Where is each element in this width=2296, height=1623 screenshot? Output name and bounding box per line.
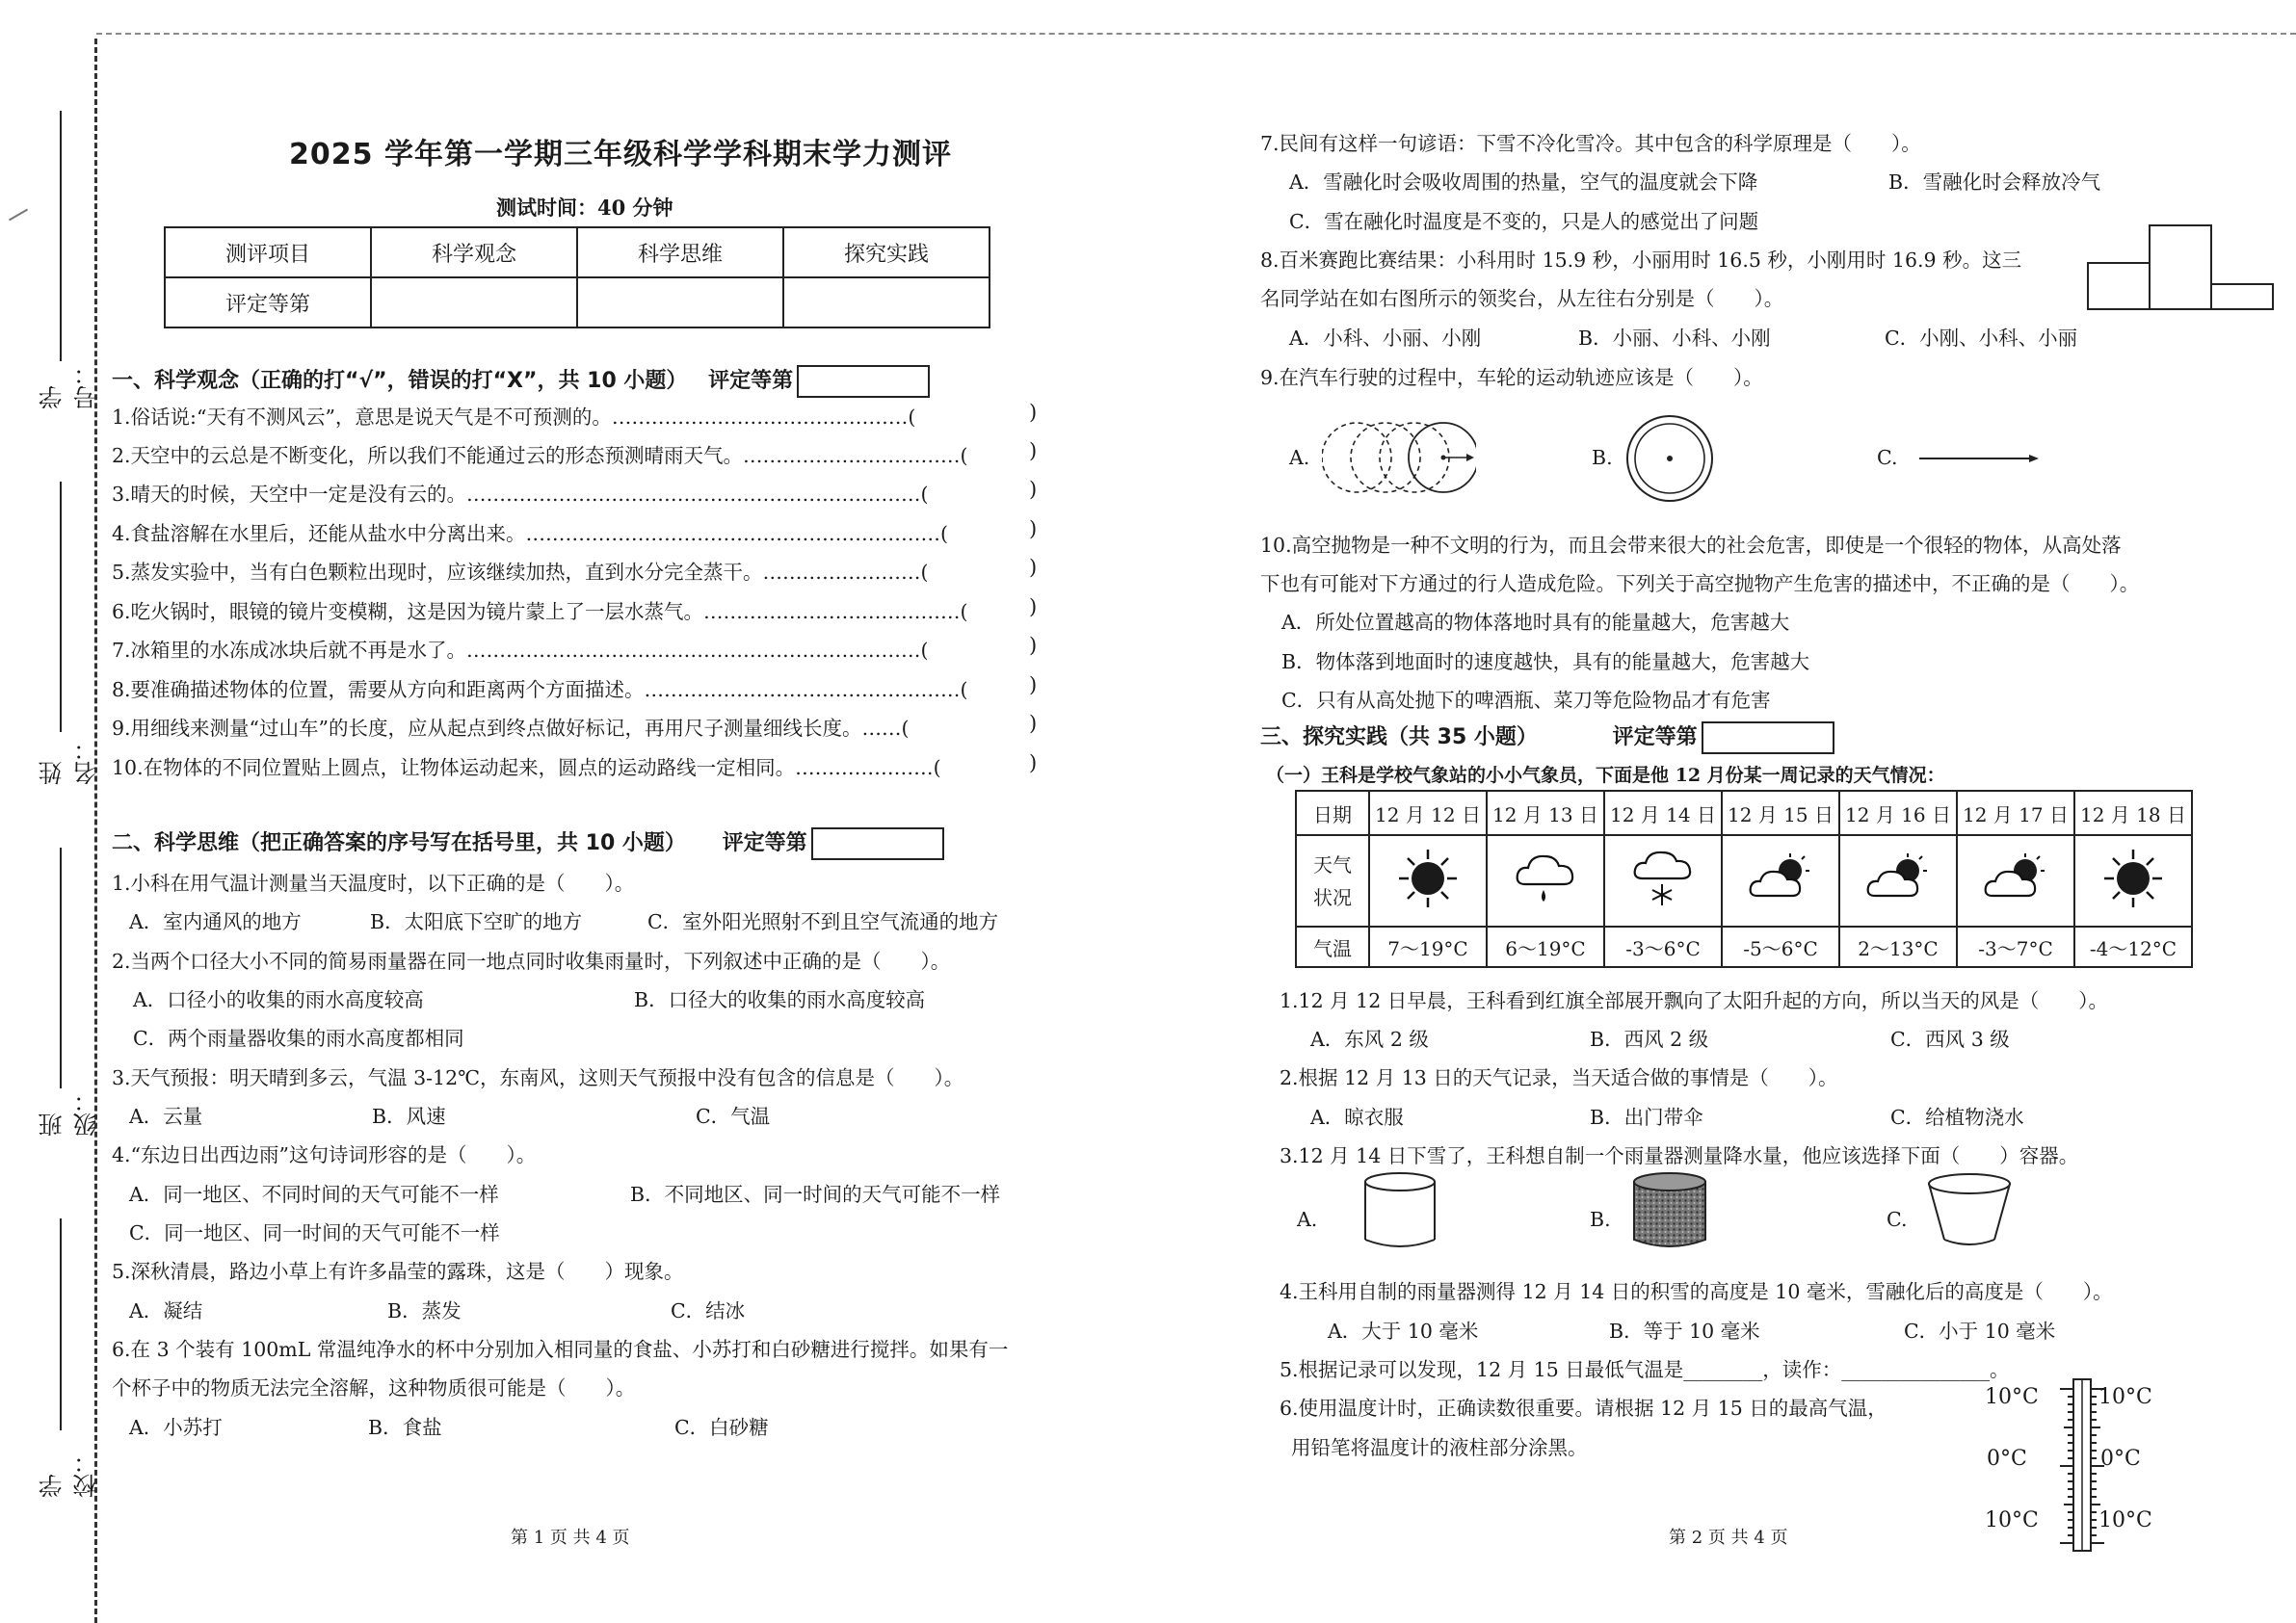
- answer-paren-close[interactable]: ): [1029, 439, 1038, 462]
- s1-question: 8.要准确描述物体的位置，需要从方向和距离两个方面描述。…………………………………………(: [112, 678, 968, 701]
- s1-question: 9.用细线来测量“过山车”的长度，应从起点到终点做好标记，再用尺子测量细线长度。……(: [112, 717, 910, 740]
- section-3-grade-label: 评定等第: [1612, 725, 1698, 749]
- weather-date: 12 月 16 日: [1839, 791, 1957, 835]
- weather-table: [1295, 790, 2193, 968]
- s3-q3-option-b[interactable]: B.: [1590, 1208, 1611, 1231]
- exam-duration: 测试时间：40 分钟: [496, 196, 673, 220]
- s3-q4-option-b[interactable]: B．等于 10 毫米: [1609, 1320, 1760, 1343]
- s2-option[interactable]: B．口径大的收集的雨水高度较高: [634, 988, 926, 1011]
- s2-question: 5.深秋清晨，路边小草上有许多晶莹的露珠，这是（ ）现象。: [112, 1260, 684, 1283]
- q10-option-b[interactable]: B．物体落到地面时的速度越快，具有的能量越大，危害越大: [1281, 650, 1810, 673]
- grade-table: [164, 226, 990, 328]
- weather-icon-cell: [1369, 835, 1487, 927]
- answer-paren-close[interactable]: ): [1029, 595, 1038, 618]
- weather-date: 12 月 13 日: [1487, 791, 1604, 835]
- student-name-label: 姓名：: [38, 737, 100, 785]
- snow-cloud-icon: [1629, 848, 1697, 909]
- s2-option[interactable]: B．食盐: [368, 1416, 442, 1439]
- s3-q5-stem[interactable]: 5.根据记录可以发现，12 月 15 日最低气温是________，读作：_______________。: [1280, 1358, 2010, 1381]
- s1-question: 3.晴天的时候，天空中一定是没有云的。……………………………………………………………(: [112, 483, 929, 506]
- s3-q4-stem: 4.王科用自制的雨量器测得 12 月 14 日的积雪的高度是 10 毫米，雪融化后的高度是（ ）。: [1280, 1280, 2113, 1303]
- sun-icon: [1397, 848, 1459, 909]
- s2-question: 6.在 3 个装有 100mL 常温纯净水的杯中分别加入相同量的食盐、小苏打和白砂糖进行搅拌。如果有一: [112, 1338, 1009, 1361]
- answer-paren-close[interactable]: ): [1029, 478, 1038, 501]
- answer-paren-close[interactable]: ): [1029, 751, 1038, 774]
- answer-paren-close[interactable]: ): [1029, 556, 1038, 579]
- weather-icon-cell: [1957, 835, 2074, 927]
- grade-table-header: 测评项目: [165, 227, 371, 277]
- s2-option[interactable]: C．气温: [696, 1105, 771, 1128]
- q8-option-a[interactable]: A．小科、小丽、小刚: [1289, 327, 1482, 350]
- s3-q1-option-b[interactable]: B．西风 2 级: [1590, 1028, 1709, 1051]
- q8-stem-cont: 名同学站在如右图所示的领奖台，从左往右分别是（ ）。: [1260, 287, 1784, 310]
- partly-cloudy-icon: [1746, 851, 1815, 905]
- section-3-grade-box[interactable]: [1702, 721, 1834, 754]
- thermo-label-top-left: 10°C: [1985, 1385, 2039, 1409]
- weather-temp: 2～13°C: [1839, 927, 1957, 967]
- s2-option[interactable]: A．凝结: [129, 1299, 203, 1322]
- section-3-title: 三、探究实践（共 35 小题）: [1260, 725, 1538, 749]
- textured-cylinder-container-icon: [1626, 1170, 1713, 1253]
- student-id-label: 学号：: [38, 361, 100, 409]
- s2-question: 3.天气预报：明天晴到多云，气温 3-12℃，东南风，这则天气预报中没有包含的信息是（ ）。: [112, 1066, 964, 1089]
- partly-cloudy-icon: [1981, 851, 2050, 905]
- cycloid-trajectory-icon: [1322, 414, 1476, 501]
- s2-option[interactable]: B．太阳底下空旷的地方: [370, 910, 583, 933]
- s2-option[interactable]: A．小苏打: [129, 1416, 223, 1439]
- s1-question: 4.食盐溶解在水里后，还能从盐水中分离出来。………………………………………………………(: [112, 522, 949, 545]
- s2-option[interactable]: A．室内通风的地方: [129, 910, 302, 933]
- thermo-label-bot-left: 10°C: [1985, 1508, 2039, 1532]
- grade-table-header: 科学思维: [577, 227, 783, 277]
- s2-option[interactable]: C．室外阳光照射不到且空气流通的地方: [647, 910, 999, 933]
- section-1-grade-label: 评定等第: [708, 369, 794, 393]
- weather-header-temp: 气温: [1296, 927, 1369, 967]
- s1-question: 7.冰箱里的水冻成冰块后就不再是水了。……………………………………………………………(: [112, 639, 929, 662]
- s1-question: 1.俗话说:“天有不测风云”，意思是说天气是不可预测的。………………………………………(: [112, 406, 916, 429]
- s1-question: 6.吃火锅时，眼镜的镜片变模糊，这是因为镜片蒙上了一层水蒸气。…………………………………(: [112, 600, 968, 623]
- weather-temp: -3～6°C: [1604, 927, 1722, 967]
- q10-stem-cont: 下也有可能对下方通过的行人造成危险。下列关于高空抛物产生危害的描述中，不正确的是（ ）。: [1260, 572, 2140, 595]
- school-line[interactable]: [60, 1218, 62, 1430]
- q8-option-c[interactable]: C．小刚、小科、小丽: [1885, 327, 2078, 350]
- grade-table-header: 探究实践: [783, 227, 990, 277]
- s2-option[interactable]: A．同一地区、不同时间的天气可能不一样: [129, 1183, 499, 1206]
- weather-date: 12 月 14 日: [1604, 791, 1722, 835]
- section-3-heading: [1260, 720, 1834, 754]
- s3-q4-option-a[interactable]: A．大于 10 毫米: [1328, 1320, 1479, 1343]
- s2-question: 2.当两个口径大小不同的简易雨量器在同一地点同时收集雨量时，下列叙述中正确的是（ ）。: [112, 950, 951, 973]
- weather-icon-cell: [1604, 835, 1722, 927]
- s2-option[interactable]: C．同一地区、同一时间的天气可能不一样: [129, 1221, 500, 1244]
- section-3-intro: （一）王科是学校气象站的小小气象员，下面是他 12 月份某一周记录的天气情况：: [1266, 765, 1945, 786]
- weather-icon-cell: [1722, 835, 1839, 927]
- weather-temp: -3～7°C: [1957, 927, 2074, 967]
- weather-icon-cell: [2074, 835, 2192, 927]
- section-1-heading: [112, 364, 930, 398]
- answer-paren-close[interactable]: ): [1029, 634, 1038, 657]
- section-2-grade-box[interactable]: [811, 827, 944, 860]
- s2-option[interactable]: C．两个雨量器收集的雨水高度都相同: [133, 1027, 464, 1050]
- s3-q2-option-a[interactable]: A．晾衣服: [1310, 1106, 1404, 1129]
- s1-question: 5.蒸发实验中，当有白色颗粒出现时，应该继续加热，直到水分完全蒸干。……………………(: [112, 561, 929, 584]
- page-2: [1253, 0, 2296, 1623]
- school-label: 学校：: [38, 1450, 100, 1498]
- s3-q2-stem: 2.根据 12 月 13 日的天气记录，当天适合做的事情是（ ）。: [1280, 1066, 1838, 1089]
- weather-header-date: 日期: [1296, 791, 1369, 835]
- podium-center: [2149, 224, 2212, 310]
- s2-option[interactable]: A．云量: [129, 1105, 203, 1128]
- podium-left: [2087, 262, 2151, 310]
- answer-paren-close[interactable]: ): [1029, 673, 1038, 696]
- s3-q4-option-c[interactable]: C．小于 10 毫米: [1904, 1320, 2056, 1343]
- s2-option[interactable]: C．白砂糖: [674, 1416, 769, 1439]
- s3-q1-option-a[interactable]: A．东风 2 级: [1310, 1028, 1429, 1051]
- thermo-label-top-right: 10°C: [2098, 1385, 2152, 1409]
- weather-icon-cell: [1487, 835, 1604, 927]
- student-id-line[interactable]: [60, 111, 62, 361]
- page-1-footer: 第 1 页 共 4 页: [511, 1528, 630, 1548]
- weather-temp: 7～19°C: [1369, 927, 1487, 967]
- thermo-label-mid-right: 0°C: [2100, 1447, 2141, 1471]
- s2-option[interactable]: B．不同地区、同一时间的天气可能不一样: [630, 1183, 1001, 1206]
- answer-paren-close[interactable]: ): [1029, 712, 1038, 735]
- q8-option-b[interactable]: B．小丽、小科、小刚: [1578, 327, 1771, 350]
- q9-stem: 9.在汽车行驶的过程中，车轮的运动轨迹应该是（ ）。: [1260, 366, 1763, 389]
- s2-question: 1.小科在用气温计测量当天温度时，以下正确的是（ ）。: [112, 872, 635, 895]
- q9-option-b[interactable]: B.: [1592, 446, 1613, 469]
- weather-date: 12 月 17 日: [1957, 791, 2074, 835]
- page-1: [106, 0, 1253, 1623]
- thermo-label-mid-left: 0°C: [1987, 1447, 2027, 1471]
- cylinder-container-icon: [1359, 1170, 1441, 1253]
- student-name-line[interactable]: [60, 482, 62, 732]
- answer-paren-close[interactable]: ): [1029, 401, 1038, 424]
- circle-trajectory-icon: [1623, 412, 1716, 505]
- weather-date: 12 月 15 日: [1722, 791, 1839, 835]
- section-2-heading: [112, 826, 944, 860]
- q8-stem: 8.百米赛跑比赛结果：小科用时 15.9 秒，小丽用时 16.5 秒，小刚用时 16.9 秒。这三: [1260, 249, 2022, 272]
- q10-option-a[interactable]: A．所处位置越高的物体落地时具有的能量越大，危害越大: [1281, 611, 1790, 634]
- weather-temp: 6～19°C: [1487, 927, 1604, 967]
- straight-line-trajectory-icon: [1917, 449, 2043, 468]
- s3-q2-option-c[interactable]: C．给植物浇水: [1890, 1106, 2024, 1129]
- weather-temp: -5～6°C: [1722, 927, 1839, 967]
- grade-cell[interactable]: [783, 277, 990, 327]
- rain-cloud-icon: [1512, 848, 1579, 909]
- s3-q3-stem: 3.12 月 14 日下雪了，王科想自制一个雨量器测量降水量，他应该选择下面（ ）容器。: [1280, 1144, 2079, 1167]
- sun-icon: [2102, 848, 2164, 909]
- s3-q3-option-c[interactable]: C.: [1887, 1208, 1908, 1231]
- answer-paren-close[interactable]: ): [1029, 517, 1038, 540]
- weather-date: 12 月 12 日: [1369, 791, 1487, 835]
- weather-date: 12 月 18 日: [2074, 791, 2192, 835]
- grade-cell[interactable]: [577, 277, 783, 327]
- podium-right: [2210, 283, 2274, 310]
- weather-icon-cell: [1839, 835, 1957, 927]
- section-1-title: 一、科学观念（正确的打“√”，错误的打“X”，共 10 小题）: [112, 369, 688, 393]
- section-2-title: 二、科学思维（把正确答案的序号写在括号里，共 10 小题）: [112, 831, 686, 855]
- s3-q3-option-a[interactable]: A.: [1297, 1208, 1318, 1231]
- weather-temp: -4～12°C: [2074, 927, 2192, 967]
- s2-option[interactable]: A．口径小的收集的雨水高度较高: [133, 988, 424, 1011]
- grade-table-header: 科学观念: [371, 227, 577, 277]
- s3-q6-stem-cont: 用铅笔将温度计的液柱部分涂黑。: [1291, 1436, 1588, 1459]
- q10-stem: 10.高空抛物是一种不文明的行为，而且会带来很大的社会危害，即使是一个很轻的物体，从高处落: [1260, 534, 2122, 557]
- section-2-grade-label: 评定等第: [722, 831, 807, 855]
- section-1-grade-box[interactable]: [797, 365, 930, 398]
- s1-question: 10.在物体的不同位置贴上圆点，让物体运动起来，圆点的运动路线一定相同。…………………(: [112, 756, 941, 779]
- q7-option-a[interactable]: A．雪融化时会吸收周围的热量，空气的温度就会下降: [1289, 170, 1758, 194]
- s3-q6-stem: 6.使用温度计时，正确读数很重要。请根据 12 月 15 日的最高气温，: [1280, 1397, 1887, 1420]
- s3-q1-stem: 1.12 月 12 日早晨，王科看到红旗全部展开飘向了太阳升起的方向，所以当天的风是（ ）。: [1280, 989, 2109, 1012]
- tapered-cup-container-icon: [1923, 1170, 2016, 1253]
- class-label: 班级：: [38, 1088, 100, 1137]
- scan-speck: [9, 209, 28, 222]
- partly-cloudy-icon: [1863, 851, 1933, 905]
- class-line[interactable]: [60, 848, 62, 1088]
- q10-option-c[interactable]: C．只有从高处抛下的啤酒瓶、菜刀等危险物品才有危害: [1281, 689, 1771, 712]
- s2-question: 个杯子中的物质无法完全溶解，这种物质很可能是（ ）。: [112, 1376, 636, 1400]
- s3-q2-option-b[interactable]: B．出门带伞: [1590, 1106, 1703, 1129]
- s1-question: 2.天空中的云总是不断变化，所以我们不能通过云的形态预测晴雨天气。……………………………(: [112, 444, 968, 467]
- q7-option-b[interactable]: B．雪融化时会释放冷气: [1888, 170, 2101, 194]
- q7-option-c[interactable]: C．雪在融化时温度是不变的，只是人的感觉出了问题: [1289, 210, 1759, 233]
- s2-option[interactable]: B．风速: [372, 1105, 446, 1128]
- weather-header-condition: 天气状况: [1296, 835, 1369, 927]
- s2-question: 4.“东边日出西边雨”这句诗词形容的是（ ）。: [112, 1143, 537, 1166]
- q9-option-a[interactable]: A.: [1289, 446, 1310, 469]
- q7-stem: 7.民间有这样一句谚语：下雪不冷化雪冷。其中包含的科学原理是（ ）。: [1260, 132, 1921, 155]
- exam-title: 2025 学年第一学期三年级科学学科期末学力测评: [289, 138, 952, 171]
- grade-table-row-label: 评定等第: [165, 277, 371, 327]
- thermo-label-bot-right: 10°C: [2098, 1508, 2152, 1532]
- s2-option[interactable]: B．蒸发: [387, 1299, 462, 1322]
- q9-option-c[interactable]: C.: [1877, 446, 1898, 469]
- binding-dashed-line: [94, 39, 97, 1623]
- grade-cell[interactable]: [371, 277, 577, 327]
- s2-option[interactable]: C．结冰: [671, 1299, 746, 1322]
- s3-q1-option-c[interactable]: C．西风 3 级: [1890, 1028, 2010, 1051]
- page-2-footer: 第 2 页 共 4 页: [1669, 1528, 1788, 1548]
